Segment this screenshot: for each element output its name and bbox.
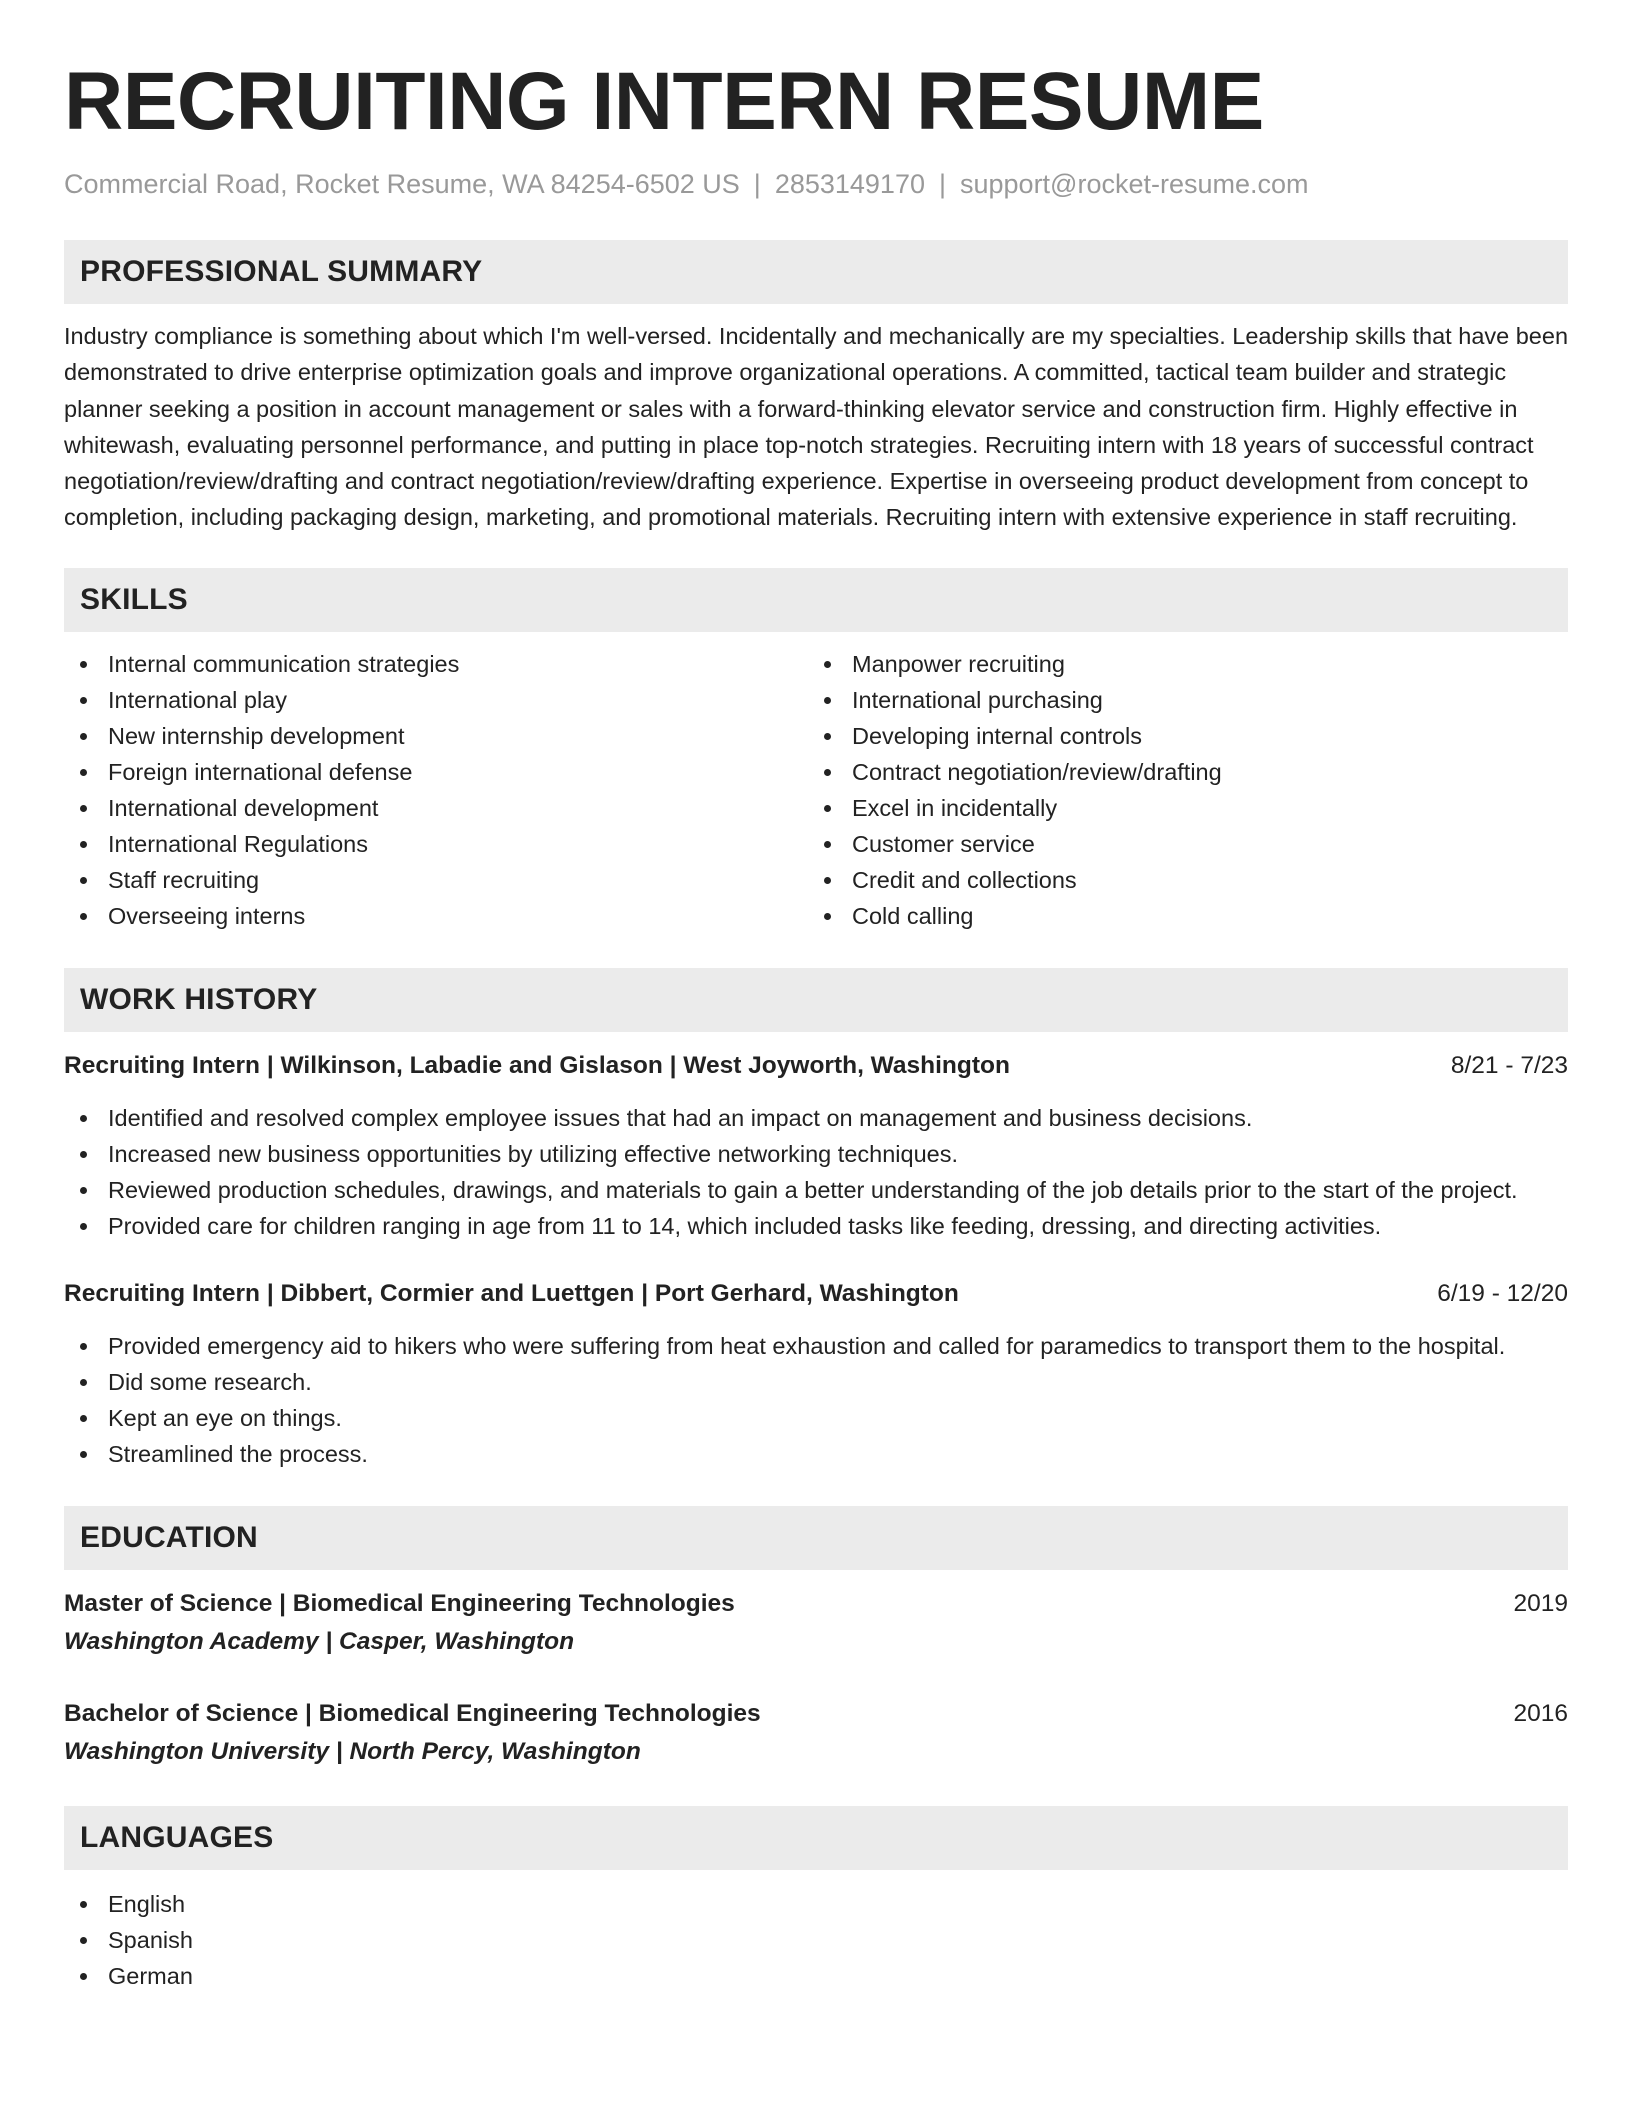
job-bullet: Provided care for children ranging in age from 11 to 14, which included tasks like feeding, dressing, and directing activities. bbox=[64, 1208, 1568, 1244]
languages-list bbox=[64, 1886, 1568, 1994]
education-entry bbox=[64, 1586, 1568, 1660]
section-heading-languages: LANGUAGES bbox=[64, 1806, 1568, 1870]
job-bullet: Did some research. bbox=[64, 1364, 1568, 1400]
job-entry bbox=[64, 1048, 1568, 1244]
skill-item: Foreign international defense bbox=[64, 754, 816, 790]
skill-item: Contract negotiation/review/drafting bbox=[808, 754, 1560, 790]
job-bullet: Streamlined the process. bbox=[64, 1436, 1568, 1472]
skill-item: International purchasing bbox=[808, 682, 1560, 718]
education-degree: Master of Science | Biomedical Engineering Technologies bbox=[64, 1589, 735, 1617]
skill-item: Cold calling bbox=[808, 898, 1560, 934]
job-dates: 6/19 - 12/20 bbox=[1437, 1279, 1568, 1307]
contact-separator: | bbox=[938, 169, 946, 199]
section-heading-education: EDUCATION bbox=[64, 1506, 1568, 1570]
skill-item: New internship development bbox=[64, 718, 816, 754]
job-entry bbox=[64, 1276, 1568, 1472]
section-heading-work-history: WORK HISTORY bbox=[64, 968, 1568, 1032]
contact-address: Commercial Road, Rocket Resume, WA 84254-6502 US bbox=[64, 169, 740, 199]
skill-item: Staff recruiting bbox=[64, 862, 816, 898]
job-bullet: Reviewed production schedules, drawings, and materials to gain a better understanding of the job details prior to the start of the project. bbox=[64, 1172, 1568, 1208]
skill-item: Manpower recruiting bbox=[808, 646, 1560, 682]
education-degree: Bachelor of Science | Biomedical Engineering Technologies bbox=[64, 1699, 761, 1727]
skill-item: Customer service bbox=[808, 826, 1560, 862]
job-bullet: Identified and resolved complex employee issues that had an impact on management and business decisions. bbox=[64, 1100, 1568, 1136]
education-entry bbox=[64, 1696, 1568, 1770]
skill-item: Credit and collections bbox=[808, 862, 1560, 898]
education-year: 2019 bbox=[1513, 1589, 1568, 1617]
job-title: Recruiting Intern | Dibbert, Cormier and Luettgen | Port Gerhard, Washington bbox=[64, 1279, 959, 1307]
skill-item: International play bbox=[64, 682, 816, 718]
skill-item: Excel in incidentally bbox=[808, 790, 1560, 826]
education-school: Washington Academy | Casper, Washington bbox=[64, 1627, 575, 1655]
skills-column-left bbox=[64, 646, 816, 934]
skill-item: International development bbox=[64, 790, 816, 826]
education-header bbox=[64, 1696, 1568, 1732]
summary-text: Industry compliance is something about which I'm well-versed. Incidentally and mechanically are my specialties. Leadership skills that have been demonstrated to drive enterprise optimization goals and improve organizational operations. A committed, tactical team builder and strategic planner seeking a position in account management or sales with a forward-thinking elevator service and construction firm. Highly effective in whitewash, evaluating personnel performance, and putting in place top-notch strategies. Recruiting intern with 18 years of successful contract negotiation/review/drafting and contract negotiation/review/drafting experience. Expertise in overseeing product development from concept to completion, including packaging design, marketing, and promotional materials. Recruiting intern with extensive experience in staff recruiting. bbox=[64, 323, 1569, 531]
education-school: Washington University | North Percy, Washington bbox=[64, 1737, 641, 1765]
skill-item: Overseeing interns bbox=[64, 898, 816, 934]
job-header bbox=[64, 1048, 1568, 1084]
contact-separator: | bbox=[753, 169, 761, 199]
education-header bbox=[64, 1586, 1568, 1622]
language-item: English bbox=[64, 1886, 1568, 1922]
resume-title: RECRUITING INTERN RESUME bbox=[64, 56, 1264, 147]
education-year: 2016 bbox=[1513, 1699, 1568, 1727]
skills-grid bbox=[64, 646, 1568, 934]
job-bullet: Kept an eye on things. bbox=[64, 1400, 1568, 1436]
job-bullets bbox=[64, 1328, 1568, 1472]
contact-line bbox=[64, 166, 1568, 202]
contact-phone: 2853149170 bbox=[774, 169, 925, 199]
section-heading-summary: PROFESSIONAL SUMMARY bbox=[64, 240, 1568, 304]
skills-column-right bbox=[808, 646, 1560, 934]
section-heading-skills: SKILLS bbox=[64, 568, 1568, 632]
job-bullets bbox=[64, 1100, 1568, 1244]
skill-item: International Regulations bbox=[64, 826, 816, 862]
job-header bbox=[64, 1276, 1568, 1312]
language-item: German bbox=[64, 1958, 1568, 1994]
skill-item: Internal communication strategies bbox=[64, 646, 816, 682]
job-dates: 8/21 - 7/23 bbox=[1450, 1051, 1568, 1079]
skill-item: Developing internal controls bbox=[808, 718, 1560, 754]
job-bullet: Increased new business opportunities by utilizing effective networking techniques. bbox=[64, 1136, 1568, 1172]
language-item: Spanish bbox=[64, 1922, 1568, 1958]
job-bullet: Provided emergency aid to hikers who were suffering from heat exhaustion and called for paramedics to transport them to the hospital. bbox=[64, 1328, 1568, 1364]
contact-email: support@rocket-resume.com bbox=[960, 169, 1309, 199]
job-title: Recruiting Intern | Wilkinson, Labadie and Gislason | West Joyworth, Washington bbox=[64, 1051, 1010, 1079]
